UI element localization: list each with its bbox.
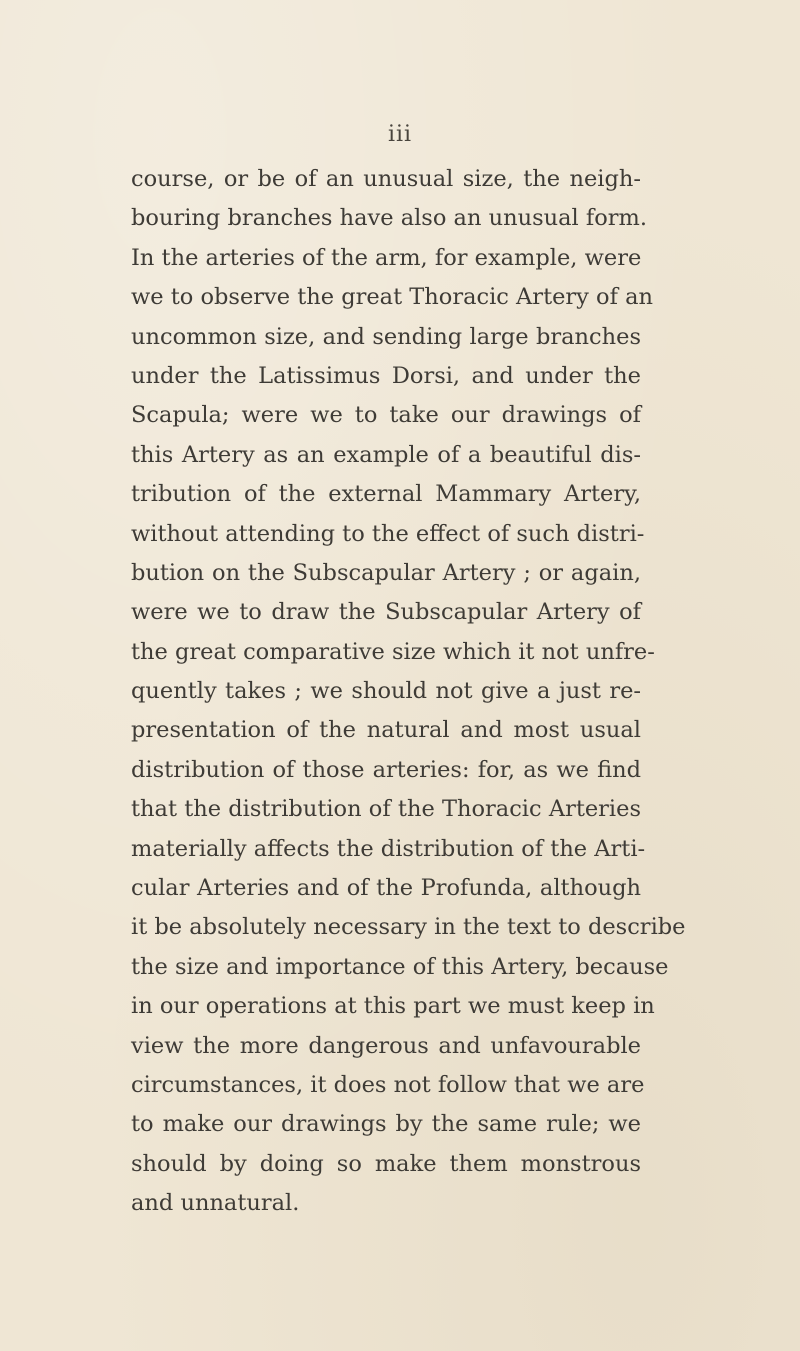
- page-number: iii: [387, 122, 413, 147]
- text-line: the great comparative size which it not unfre-: [131, 638, 655, 665]
- body-paragraph: [131, 160, 686, 1224]
- text-line: the size and importance of this Artery, because: [131, 953, 669, 980]
- text-line: in our operations at this part we must keep in: [131, 993, 655, 1020]
- text-line: without attending to the effect of such distri-: [131, 520, 645, 547]
- text-line: were we to draw the Subscapular Artery of: [131, 599, 641, 626]
- text-line: view the more dangerous and unfavourable: [131, 1032, 641, 1059]
- text-line: distribution of those arteries: for, as we find: [131, 756, 641, 783]
- text-line: we to observe the great Thoracic Artery of an: [131, 284, 653, 311]
- text-line: should by doing so make them monstrous: [131, 1150, 641, 1177]
- text-line: quently takes ; we should not give a just re-: [131, 678, 641, 705]
- text-line: materially affects the distribution of the Arti-: [131, 835, 646, 862]
- text-line: course, or be of an unusual size, the neigh-: [131, 166, 641, 192]
- text-line: this Artery as an example of a beautiful dis-: [131, 441, 641, 468]
- text-line: presentation of the natural and most usual: [131, 717, 641, 744]
- text-line: uncommon size, and sending large branches: [131, 323, 641, 350]
- text-line: bution on the Subscapular Artery ; or again,: [131, 559, 641, 586]
- text-line: circumstances, it does not follow that we are: [131, 1071, 645, 1098]
- text-line: it be absolutely necessary in the text to describe: [131, 914, 686, 941]
- text-line: bouring branches have also an unusual form.: [131, 205, 647, 232]
- text-line: and unnatural.: [131, 1190, 300, 1217]
- text-line: Scapula; were we to take our drawings of: [131, 402, 641, 429]
- text-line: cular Arteries and of the Profunda, although: [131, 875, 641, 902]
- text-line: In the arteries of the arm, for example, were: [131, 244, 642, 271]
- text-line: tribution of the external Mammary Artery,: [131, 481, 641, 508]
- text-line: to make our drawings by the same rule; we: [131, 1111, 641, 1138]
- text-line: that the distribution of the Thoracic Arteries: [131, 796, 641, 823]
- text-line: under the Latissimus Dorsi, and under the: [131, 362, 641, 389]
